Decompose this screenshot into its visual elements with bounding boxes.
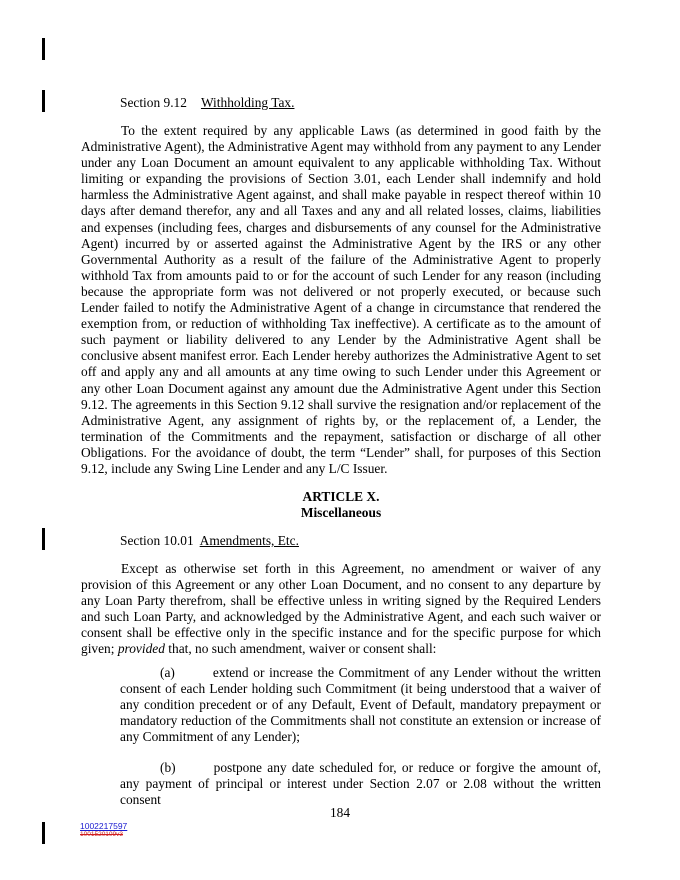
- article-heading: ARTICLE X.: [302, 489, 380, 504]
- article-subheading: Miscellaneous: [300, 505, 382, 520]
- list-item: (b) postpone any date scheduled for, or reduce or forgive the amount of, any payment of principal or interest under Section 2.07 or 2.08 without the written consent: [120, 760, 601, 808]
- section-heading: [120, 95, 294, 111]
- section-number: Section 9.12: [120, 95, 187, 110]
- section-title: Withholding Tax.: [200, 95, 295, 110]
- section-title: Amendments, Etc.: [199, 533, 299, 548]
- item-label: (b): [160, 760, 176, 775]
- footer-old-doc-id: 1001520109v3: [80, 831, 124, 838]
- section-number: Section 10.01: [120, 533, 194, 548]
- change-bar: [42, 528, 45, 550]
- section-paragraph: To the extent required by any applicable Laws (as determined in good faith by the Administrative Agent), the Administrative Agent may withhold from any payment to any Lender under any Loan Document an amount equivalent to any applicable withholding Tax. Without limiting or expanding the provisions of Section 3.01, each Lender shall indemnify and hold harmless the Administrative Agent against, and shall make payable in respect thereof within 10 days after demand therefor, any and all Taxes and any and all related losses, claims, liabilities and expenses (including fees, charges and disbursements of any counsel for the Administrative Agent) incurred by or asserted against the Administrative Agent by the IRS or any other Governmental Authority as a result of the failure of the Administrative Agent to properly withhold Tax from amounts paid to or for the account of such Lender for any reason (including because the appropriate form was not delivered or not properly executed, or because such Lender failed to notify the Administrative Agent of a change in circumstance that rendered the exemption from, or reduction of withholding Tax ineffective). A certificate as to the amount of such payment or liability delivered to any Lender by the Administrative Agent shall be conclusive absent manifest error. Each Lender hereby authorizes the Administrative Agent to set off and apply any and all amounts at any time owing to such Lender under this Agreement or any other Loan Document against any amount due the Administrative Agent under this Section 9.12. The agreements in this Section 9.12 shall survive the resignation and/or replacement of the Administrative Agent, any assignment of rights by, or the replacement of, a Lender, the termination of the Commitments and the repayment, satisfaction or discharge of all other Obligations. For the avoidance of doubt, the term “Lender” shall, for purposes of this Section 9.12, include any Swing Line Lender and any L/C Issuer.: [81, 123, 601, 476]
- page-number: 184: [329, 805, 351, 820]
- item-label: (a): [160, 665, 175, 680]
- change-bar: [42, 38, 45, 60]
- footer-doc-id: 1002217597: [80, 821, 128, 831]
- change-bar: [42, 822, 45, 844]
- change-bar: [42, 90, 45, 112]
- list-item: (a) extend or increase the Commitment of any Lender without the written consent of each Lender holding such Commitment (it being understood that a waiver of any condition precedent or of any Default, Event of Default, mandatory prepayment or mandatory reduction of the Commitments shall not constitute an extension or increase of any Commitment of any Lender);: [120, 665, 601, 745]
- section-heading: [120, 533, 299, 549]
- section-paragraph: Except as otherwise set forth in this Agreement, no amendment or waiver of any provision of this Agreement or any other Loan Document, and no consent to any departure by any Loan Party therefrom, shall be effective unless in writing signed by the Required Lenders and such Loan Party, and acknowledged by the Administrative Agent, and each such waiver or consent shall be effective only in the specific instance and for the specific purpose for which given; provided that, no such amendment, waiver or consent shall:: [81, 561, 601, 657]
